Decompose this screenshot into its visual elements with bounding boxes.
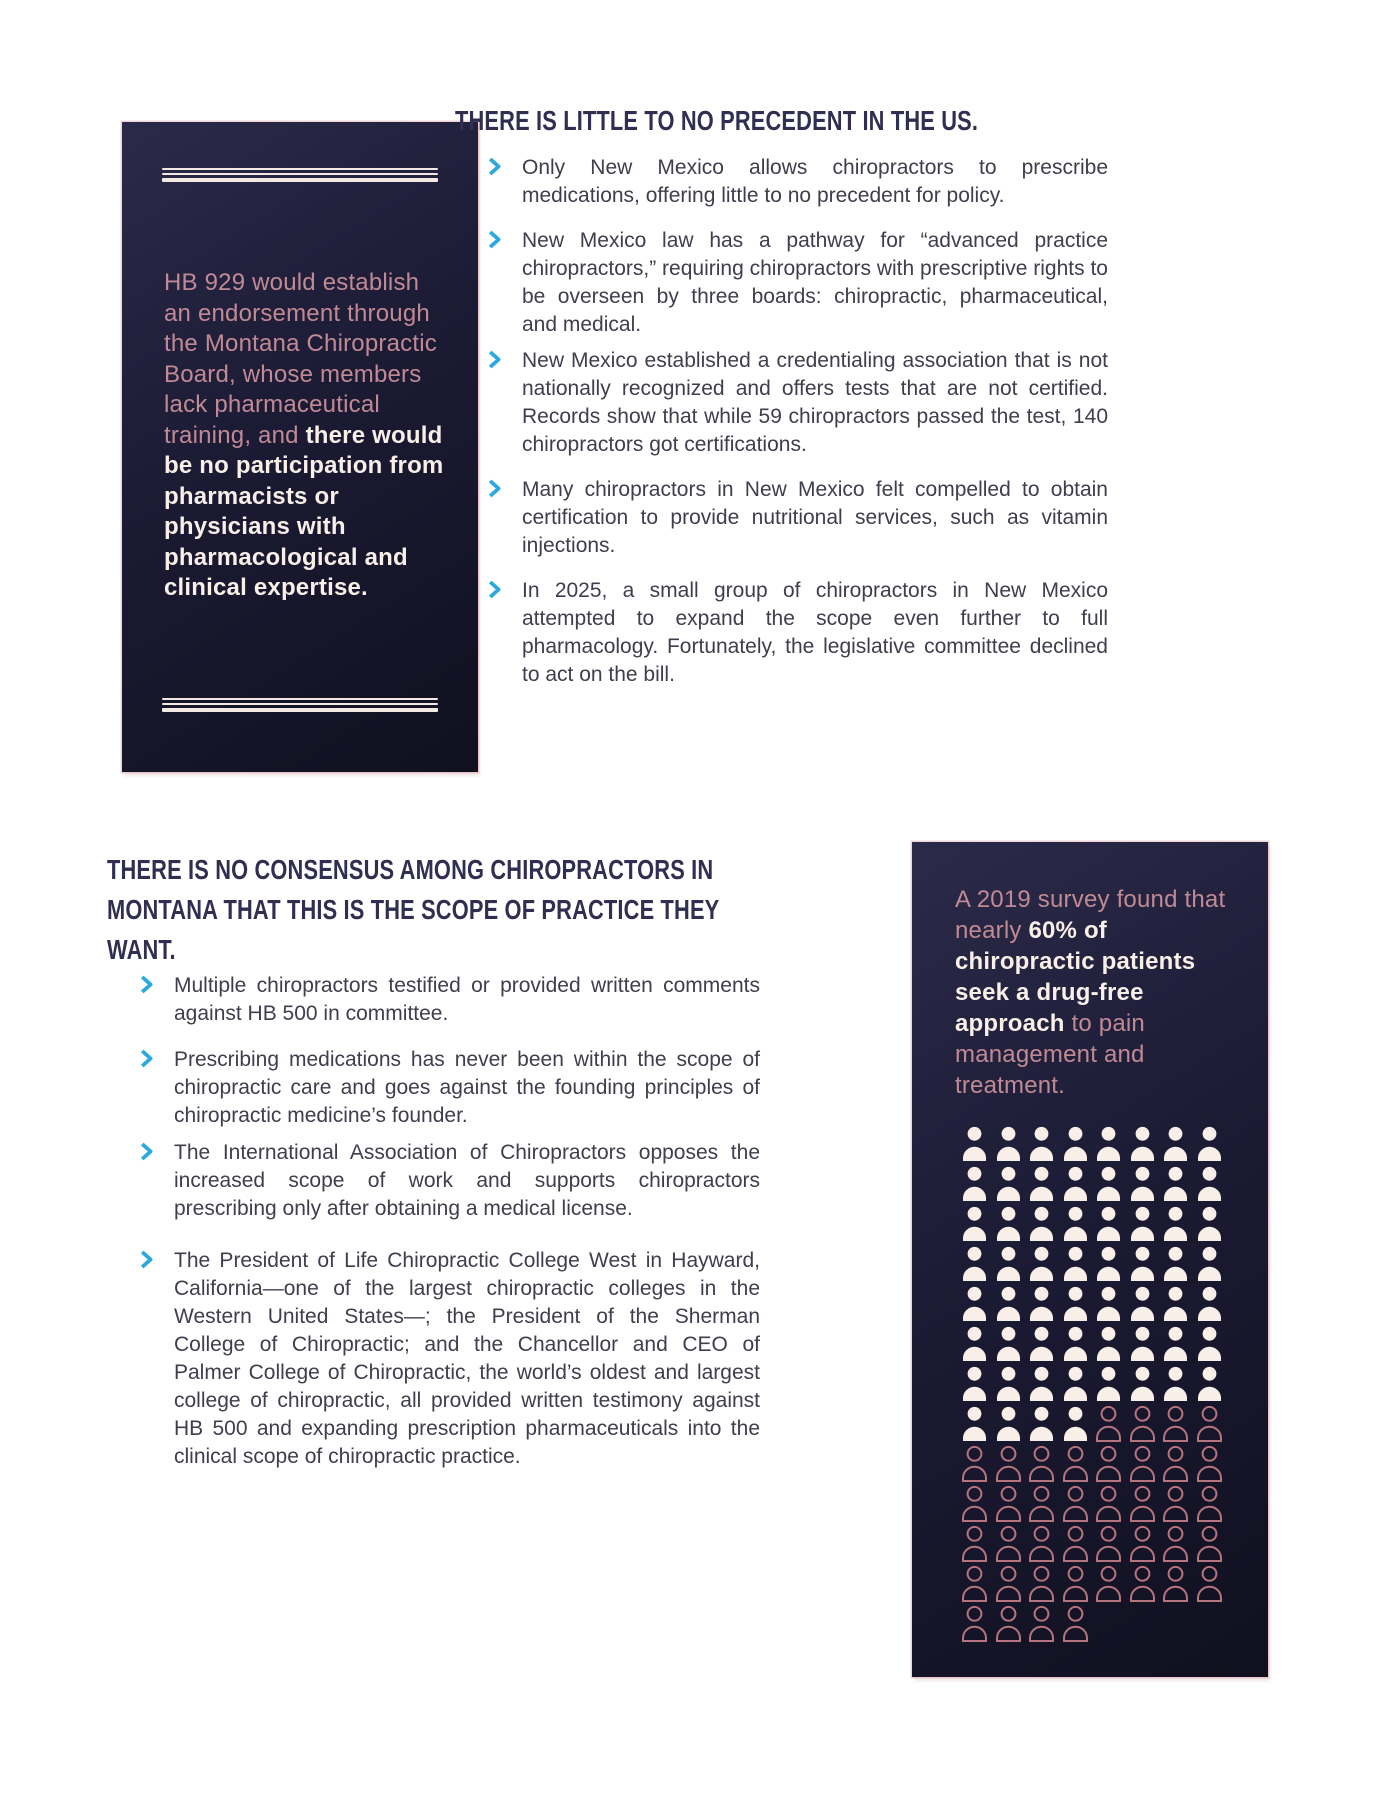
person-icon (1027, 1126, 1056, 1162)
person-icon (1061, 1446, 1090, 1482)
person-icon (994, 1166, 1023, 1202)
person-icon (960, 1286, 989, 1322)
bullet-item (140, 972, 760, 1028)
person-icon (994, 1406, 1023, 1442)
person-icon (1128, 1206, 1157, 1242)
person-icon (960, 1526, 989, 1562)
person-icon (994, 1566, 1023, 1602)
person-icon (1128, 1486, 1157, 1522)
person-icon (1195, 1366, 1224, 1402)
person-icon (960, 1566, 989, 1602)
person-icon (1027, 1286, 1056, 1322)
bullet-text: The President of Life Chiropractic College West in Hayward, California—one of the largest chiropractic colleges in the Western United States—; the President of the Sherman College of Chiropractic; and the Chancellor and CEO of Palmer College of Chiropractic, the world’s oldest and largest college of chiropractic, all provided written testimony against HB 500 and expanding prescription pharmaceuticals into the clinical scope of chiropractic practice. (174, 1249, 760, 1468)
person-icon (1094, 1486, 1123, 1522)
person-icon (994, 1526, 1023, 1562)
bullet-text: Many chiropractors in New Mexico felt compelled to obtain certification to provide nutritional services, such as vitamin injections. (522, 478, 1108, 557)
person-icon (1128, 1166, 1157, 1202)
person-icon (1128, 1126, 1157, 1162)
person-icon (994, 1246, 1023, 1282)
callout-pre-text: A 2019 survey found that nearly (955, 886, 1226, 944)
person-icon (1161, 1486, 1190, 1522)
person-icon (1094, 1206, 1123, 1242)
chevron-right-icon (140, 1046, 174, 1068)
person-icon (1195, 1246, 1224, 1282)
person-icon (1061, 1366, 1090, 1402)
person-icon (994, 1286, 1023, 1322)
person-icon (994, 1446, 1023, 1482)
person-icon (1128, 1566, 1157, 1602)
bullet-item (140, 1139, 760, 1223)
person-icon (1027, 1606, 1056, 1642)
survey-callout-text (955, 884, 1234, 1101)
person-icon (1161, 1446, 1190, 1482)
person-icon (1061, 1326, 1090, 1362)
bullet-item (488, 476, 1108, 560)
person-icon (1195, 1166, 1224, 1202)
person-icon (1195, 1486, 1224, 1522)
person-icon (960, 1166, 989, 1202)
person-icon (1061, 1166, 1090, 1202)
person-icon (960, 1326, 989, 1362)
bullet-item (140, 1046, 760, 1130)
person-icon (1094, 1326, 1123, 1362)
person-icon (1128, 1366, 1157, 1402)
bullet-text: Prescribing medications has never been within the scope of chiropractic care and goes against the founding principles of chiropractic medicine’s founder. (174, 1048, 760, 1127)
person-icon (1195, 1286, 1224, 1322)
person-icon (994, 1366, 1023, 1402)
section1-bullet-list (488, 154, 1108, 689)
person-icon (960, 1206, 989, 1242)
person-icon (1094, 1446, 1123, 1482)
person-icon (1128, 1326, 1157, 1362)
person-icon (1061, 1526, 1090, 1562)
bullet-text: New Mexico established a credentialing association that is not nationally recognized and offers tests that are not certified. Records show that while 59 chiropractors passed the test, 140 chiropractors got certifications. (522, 349, 1108, 456)
callout-bold-text: 60% of chiropractic patients seek a drug-free approach (955, 917, 1196, 1037)
bullet-text: New Mexico law has a pathway for “advanced practice chiropractors,” requiring chiropractors with prescriptive rights to be overseen by three boards: chiropractic, pharmaceutical, and medical. (522, 229, 1108, 336)
person-icon (1061, 1246, 1090, 1282)
callout-bold-text: there would be no participation from pharmacists or physicians with pharmacological and clinical expertise. (164, 421, 444, 601)
person-icon (960, 1246, 989, 1282)
pictograph-grid (960, 1126, 1224, 1642)
callout-normal-text: HB 929 would establish an endorsement through the Montana Chiropractic Board, whose members lack pharmaceutical training, and (164, 269, 437, 449)
person-icon (960, 1606, 989, 1642)
person-icon (1161, 1406, 1190, 1442)
person-icon (1027, 1366, 1056, 1402)
person-icon (1128, 1246, 1157, 1282)
callout-post-text: to pain management and treatment. (955, 1010, 1145, 1099)
bullet-item (488, 577, 1108, 689)
person-icon (1195, 1126, 1224, 1162)
person-icon (1094, 1566, 1123, 1602)
person-icon (1094, 1166, 1123, 1202)
person-icon (960, 1126, 989, 1162)
person-icon (1161, 1566, 1190, 1602)
person-icon (1195, 1446, 1224, 1482)
person-icon (1061, 1486, 1090, 1522)
chevron-right-icon (140, 1139, 174, 1161)
person-icon (1195, 1206, 1224, 1242)
person-icon (1094, 1406, 1123, 1442)
chevron-right-icon (488, 577, 522, 599)
bullet-item (488, 347, 1108, 459)
triple-rule-bottom (162, 698, 438, 712)
person-icon (1061, 1126, 1090, 1162)
chevron-right-icon (488, 227, 522, 249)
person-icon (1061, 1206, 1090, 1242)
person-icon (960, 1406, 989, 1442)
person-icon (960, 1366, 989, 1402)
person-icon (1128, 1526, 1157, 1562)
bullet-text: Only New Mexico allows chiropractors to prescribe medications, offering little to no precedent for policy. (522, 156, 1108, 207)
person-icon (960, 1486, 989, 1522)
person-icon (1061, 1406, 1090, 1442)
person-icon (994, 1126, 1023, 1162)
section2-heading: THERE IS NO CONSENSUS AMONG CHIROPRACTORS IN MONTANA THAT THIS IS THE SCOPE OF PRACTICE THEY WANT. (107, 854, 719, 965)
bullet-text: The International Association of Chiropractors opposes the increased scope of work and supports chiropractors prescribing only after obtaining a medical license. (174, 1141, 760, 1220)
person-icon (994, 1206, 1023, 1242)
person-icon (1161, 1166, 1190, 1202)
person-icon (1061, 1566, 1090, 1602)
person-icon (1027, 1406, 1056, 1442)
person-icon (1094, 1526, 1123, 1562)
person-icon (1094, 1366, 1123, 1402)
bullet-item (488, 154, 1108, 210)
bullet-item (488, 227, 1108, 339)
person-icon (994, 1606, 1023, 1642)
person-icon (1161, 1286, 1190, 1322)
chevron-right-icon (488, 347, 522, 369)
person-icon (1027, 1446, 1056, 1482)
person-icon (1195, 1566, 1224, 1602)
person-icon (1094, 1246, 1123, 1282)
person-icon (1094, 1286, 1123, 1322)
person-icon (1027, 1166, 1056, 1202)
person-icon (1128, 1446, 1157, 1482)
person-icon (1027, 1566, 1056, 1602)
bullet-text: In 2025, a small group of chiropractors in New Mexico attempted to expand the scope even further to full pharmacology. Fortunately, the legislative committee declined to act on the bill. (522, 579, 1108, 686)
person-icon (1161, 1206, 1190, 1242)
bullet-text: Multiple chiropractors testified or provided written comments against HB 500 in committee. (174, 974, 760, 1025)
chevron-right-icon (488, 154, 522, 176)
person-icon (1094, 1126, 1123, 1162)
triple-rule-top (162, 168, 438, 182)
person-icon (1161, 1366, 1190, 1402)
bullet-item (140, 1247, 760, 1471)
person-icon (1128, 1406, 1157, 1442)
chevron-right-icon (140, 1247, 174, 1269)
person-icon (1061, 1286, 1090, 1322)
hb929-callout-box (122, 122, 478, 772)
person-icon (1161, 1326, 1190, 1362)
hb929-callout-text (164, 268, 446, 604)
person-icon (1027, 1206, 1056, 1242)
person-icon (994, 1326, 1023, 1362)
person-icon (1027, 1486, 1056, 1522)
section2-bullet-list (140, 972, 760, 1471)
person-icon (1027, 1246, 1056, 1282)
survey-callout-box (912, 842, 1268, 1677)
person-icon (960, 1446, 989, 1482)
person-icon (1161, 1126, 1190, 1162)
person-icon (1195, 1406, 1224, 1442)
person-icon (1027, 1326, 1056, 1362)
person-icon (1195, 1326, 1224, 1362)
person-icon (1161, 1246, 1190, 1282)
section1-heading: THERE IS LITTLE TO NO PRECEDENT IN THE US. (455, 105, 979, 136)
person-icon (1195, 1526, 1224, 1562)
person-icon (1027, 1526, 1056, 1562)
person-icon (1061, 1606, 1090, 1642)
person-icon (1128, 1286, 1157, 1322)
person-icon (1161, 1526, 1190, 1562)
person-icon (994, 1486, 1023, 1522)
chevron-right-icon (488, 476, 522, 498)
chevron-right-icon (140, 972, 174, 994)
